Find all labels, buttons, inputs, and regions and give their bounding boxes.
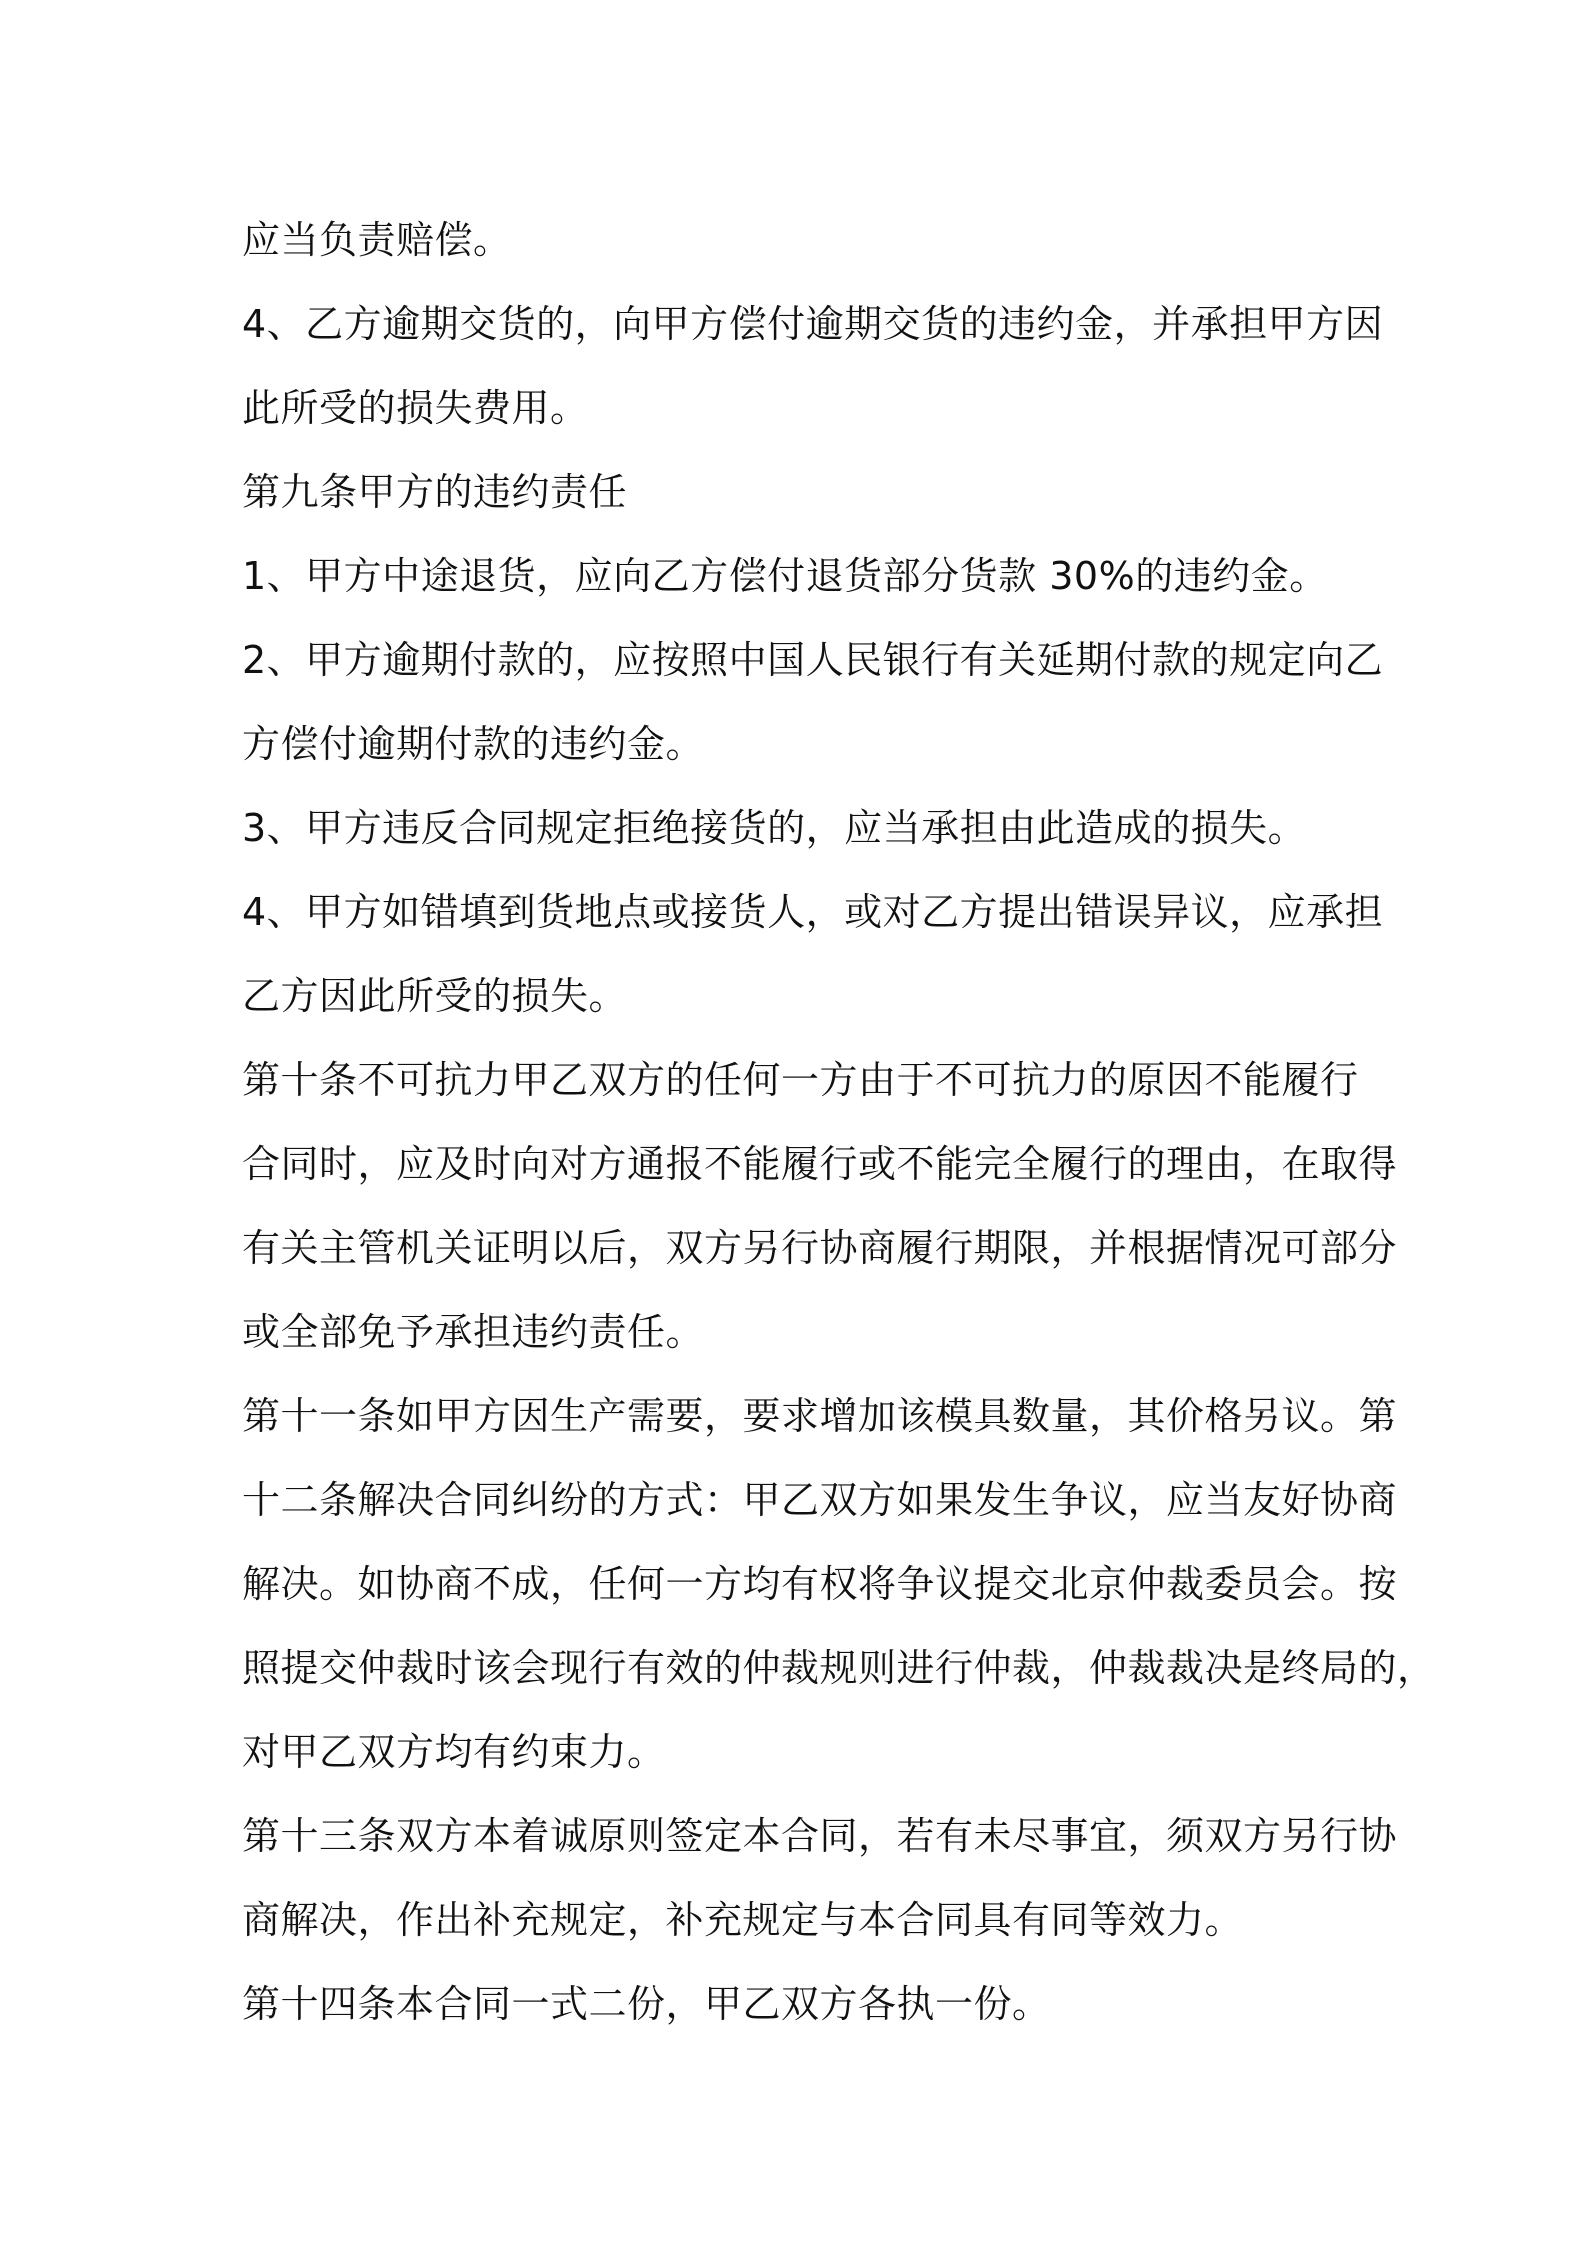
text-line: 合同时，应及时向对方通报不能履行或不能完全履行的理由，在取得	[242, 1142, 1398, 1186]
text-line: 第十条不可抗力甲乙双方的任何一方由于不可抗力的原因不能履行	[242, 1058, 1359, 1102]
text-line: 方偿付逾期付款的违约金。	[242, 722, 705, 766]
text-line: 4、乙方逾期交货的，向甲方偿付逾期交货的违约金，并承担甲方因	[242, 302, 1384, 346]
text-line: 照提交仲裁时该会现行有效的仲裁规则进行仲裁，仲裁裁决是终局的，	[242, 1646, 1436, 1690]
text-line: 解决。如协商不成，任何一方均有权将争议提交北京仲裁委员会。按	[242, 1562, 1398, 1606]
text-line: 十二条解决合同纠纷的方式：甲乙双方如果发生争议，应当友好协商	[242, 1478, 1398, 1522]
text-line: 第十三条双方本着诚原则签定本合同，若有未尽事宜，须双方另行协	[242, 1814, 1398, 1858]
text-line: 2、甲方逾期付款的，应按照中国人民银行有关延期付款的规定向乙	[242, 638, 1384, 682]
document-body	[242, 198, 1436, 2046]
text-line: 对甲乙双方均有约束力。	[242, 1730, 666, 1774]
text-line: 第十一条如甲方因生产需要，要求增加该模具数量，其价格另议。第	[242, 1394, 1398, 1438]
text-line: 4、甲方如错填到货地点或接货人，或对乙方提出错误异议，应承担	[242, 890, 1384, 934]
text-line: 1、甲方中途退货，应向乙方偿付退货部分货款 30%的违约金。	[242, 554, 1328, 598]
text-line: 此所受的损失费用。	[242, 386, 589, 430]
section-heading: 第九条甲方的违约责任	[242, 470, 628, 514]
text-line: 应当负责赔偿。	[242, 218, 512, 262]
text-line: 商解决，作出补充规定，补充规定与本合同具有同等效力。	[242, 1898, 1244, 1942]
text-line: 第十四条本合同一式二份，甲乙双方各执一份。	[242, 1982, 1051, 2026]
text-line: 乙方因此所受的损失。	[242, 974, 628, 1018]
text-line: 或全部免予承担违约责任。	[242, 1310, 705, 1354]
text-line: 3、甲方违反合同规定拒绝接货的，应当承担由此造成的损失。	[242, 806, 1307, 850]
text-line: 有关主管机关证明以后，双方另行协商履行期限，并根据情况可部分	[242, 1226, 1398, 1270]
